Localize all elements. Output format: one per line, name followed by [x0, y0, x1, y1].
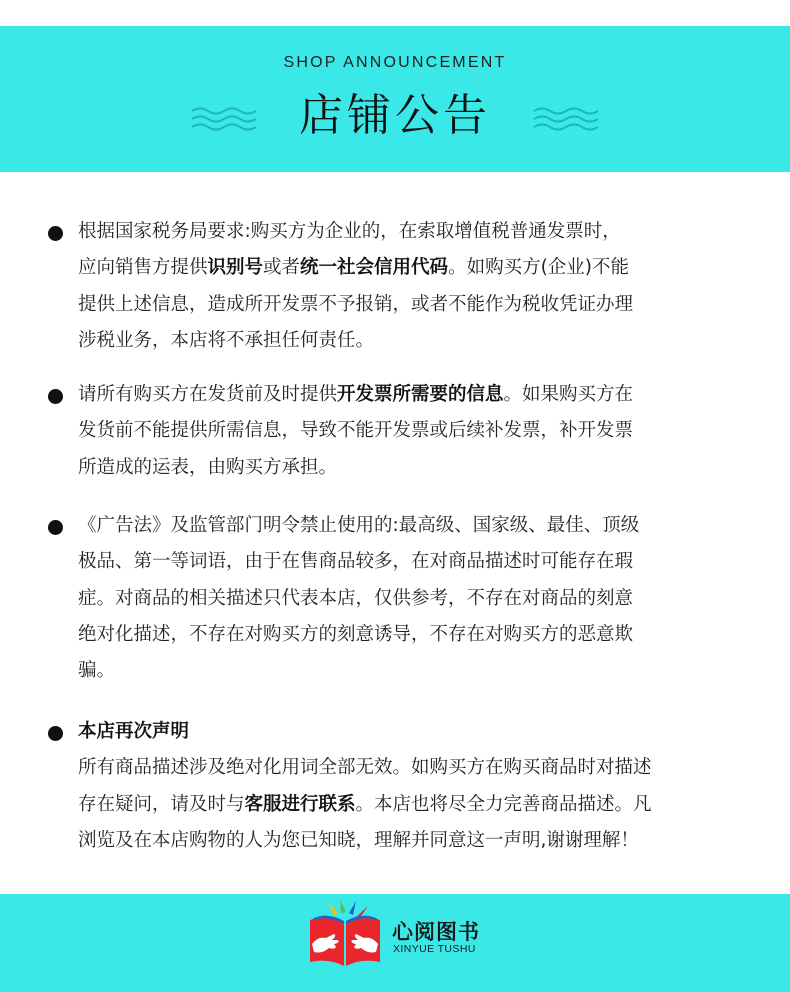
brand-footer — [0, 894, 790, 992]
text-line — [78, 617, 758, 653]
text-line — [78, 653, 758, 689]
announcement-text — [78, 214, 758, 359]
text-segment: 所造成的运表，由购买方承担。 — [78, 456, 338, 478]
announcement-text — [78, 508, 758, 689]
brand-name: 心阅图书 — [392, 920, 480, 944]
text-line — [78, 287, 758, 323]
text-line — [78, 544, 758, 580]
text-segment: 根据国家税务局要求:购买方为企业的，在索取增值税普通发票时， — [78, 221, 621, 242]
page-title: 店铺公告 — [299, 90, 491, 141]
text-segment: 症。对商品的相关描述只代表本店，仅供参考，不存在对商品的刻意 — [78, 587, 634, 609]
text-segment: 提供上述信息，造成所开发票不予报销，或者不能作为税收凭证办理 — [78, 293, 634, 315]
brand-pinyin: XINYUE TUSHU — [393, 943, 476, 955]
bullet-icon — [48, 520, 63, 535]
text-segment: 。如果购买方在 — [503, 384, 634, 405]
announcement-header — [0, 26, 790, 172]
text-line — [78, 787, 758, 823]
text-segment: 极品、第一等词语，由于在售商品较多，在对商品描述时可能存在瑕 — [78, 551, 634, 573]
text-segment: 或者 — [263, 257, 301, 279]
text-line — [78, 250, 758, 286]
text-line — [78, 581, 758, 617]
text-line — [78, 714, 758, 750]
header-subtitle: SHOP ANNOUNCEMENT — [283, 54, 507, 71]
text-segment: 所有商品描述涉及绝对化用词全部无效。如购买方在购买商品时对描述 — [78, 757, 652, 779]
text-segment: 。如购买方(企业)不能 — [448, 257, 629, 279]
emphasis-text: 本店再次声明 — [78, 721, 190, 742]
text-segment: 存在疑问，请及时与 — [78, 793, 245, 815]
emphasis-text: 开发票所需要的信息 — [337, 384, 504, 405]
text-line — [78, 323, 758, 359]
text-line — [78, 823, 758, 859]
text-line — [78, 214, 758, 250]
text-segment: 应向销售方提供 — [78, 257, 208, 279]
open-book-hands-logo — [304, 900, 386, 970]
announcement-text — [78, 377, 758, 486]
text-segment: 涉税业务，本店将不承担任何责任。 — [78, 329, 375, 351]
text-segment: 。本店也将尽全力完善商品描述。凡 — [355, 793, 652, 815]
text-line — [78, 413, 758, 449]
text-line — [78, 750, 758, 786]
emphasis-text: 客服进行联系 — [244, 793, 356, 815]
text-line — [78, 377, 758, 413]
announcement-text — [78, 714, 758, 859]
bullet-icon — [48, 726, 63, 741]
bullet-icon — [48, 389, 63, 404]
text-line — [78, 450, 758, 486]
text-segment: 骗。 — [78, 660, 116, 682]
bullet-icon — [48, 226, 63, 241]
text-segment: 《广告法》及监管部门明令禁止使用的:最高级、国家级、最佳、顶级 — [78, 515, 640, 536]
wave-icon — [532, 106, 600, 132]
emphasis-text: 统一社会信用代码 — [300, 257, 449, 279]
text-segment: 绝对化描述，不存在对购买方的刻意诱导，不存在对购买方的恶意欺 — [78, 623, 634, 645]
emphasis-text: 识别号 — [207, 257, 264, 279]
text-line — [78, 508, 758, 544]
text-segment: 请所有购买方在发货前及时提供 — [78, 384, 338, 405]
text-segment: 浏览及在本店购物的人为您已知晓，理解并同意这一声明,谢谢理解！ — [78, 829, 639, 851]
text-segment: 发货前不能提供所需信息，导致不能开发票或后续补发票，补开发票 — [78, 420, 634, 442]
